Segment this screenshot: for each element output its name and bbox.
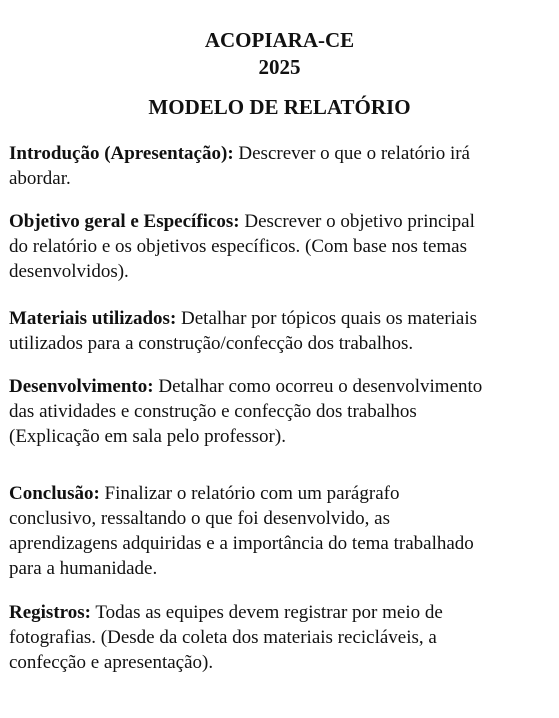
section-line: [9, 600, 559, 625]
section-text: Descrever o objetivo principal: [239, 211, 475, 232]
section-line: aprendizagens adquiridas e a importância do tema trabalhado: [9, 533, 474, 554]
year-heading: 2025: [258, 55, 301, 79]
section-line: desenvolvidos).: [9, 261, 129, 282]
section-line: [9, 141, 559, 166]
section-line: para a humanidade.: [9, 558, 158, 579]
section-conclusao: [9, 481, 559, 581]
section-line: conclusivo, ressaltando o que foi desenvolvido, as: [9, 508, 390, 529]
section-line: [9, 374, 559, 399]
section-materiais: [9, 306, 559, 356]
section-line: das atividades e construção e confecção dos trabalhos: [9, 401, 417, 422]
section-text: Detalhar por tópicos quais os materiais: [176, 308, 478, 329]
section-introducao: [9, 141, 559, 191]
document-title: MODELO DE RELATÓRIO: [148, 95, 411, 119]
section-line: [9, 209, 559, 234]
section-line: [9, 306, 559, 331]
section-text: Finalizar o relatório com um parágrafo: [99, 483, 400, 504]
section-text: Descrever o que o relatório irá: [233, 143, 470, 164]
section-line: do relatório e os objetivos específicos. (Com base nos temas: [9, 236, 468, 257]
city-heading: ACOPIARA-CE: [204, 28, 355, 52]
section-label: Introdução (Apresentação):: [9, 143, 234, 164]
section-objetivos: [9, 209, 559, 284]
section-label: Materiais utilizados:: [9, 308, 177, 329]
section-line: (Explicação em sala pelo professor).: [9, 426, 286, 447]
section-line: fotografias. (Desde da coleta dos materiais recicláveis, a: [9, 627, 437, 648]
section-line: confecção e apresentação).: [9, 652, 214, 673]
section-registros: [9, 600, 559, 675]
section-label: Desenvolvimento:: [9, 376, 154, 397]
section-label: Conclusão:: [9, 483, 100, 504]
section-line: abordar.: [9, 168, 71, 189]
section-label: Registros:: [9, 602, 91, 623]
section-label: Objetivo geral e Específicos:: [9, 211, 240, 232]
section-line: utilizados para a construção/confecção dos trabalhos.: [9, 333, 414, 354]
section-text: Detalhar como ocorreu o desenvolvimento: [153, 376, 483, 397]
section-line: [9, 481, 559, 506]
section-text: Todas as equipes devem registrar por meio de: [90, 602, 443, 623]
section-desenvolvimento: [9, 374, 559, 449]
